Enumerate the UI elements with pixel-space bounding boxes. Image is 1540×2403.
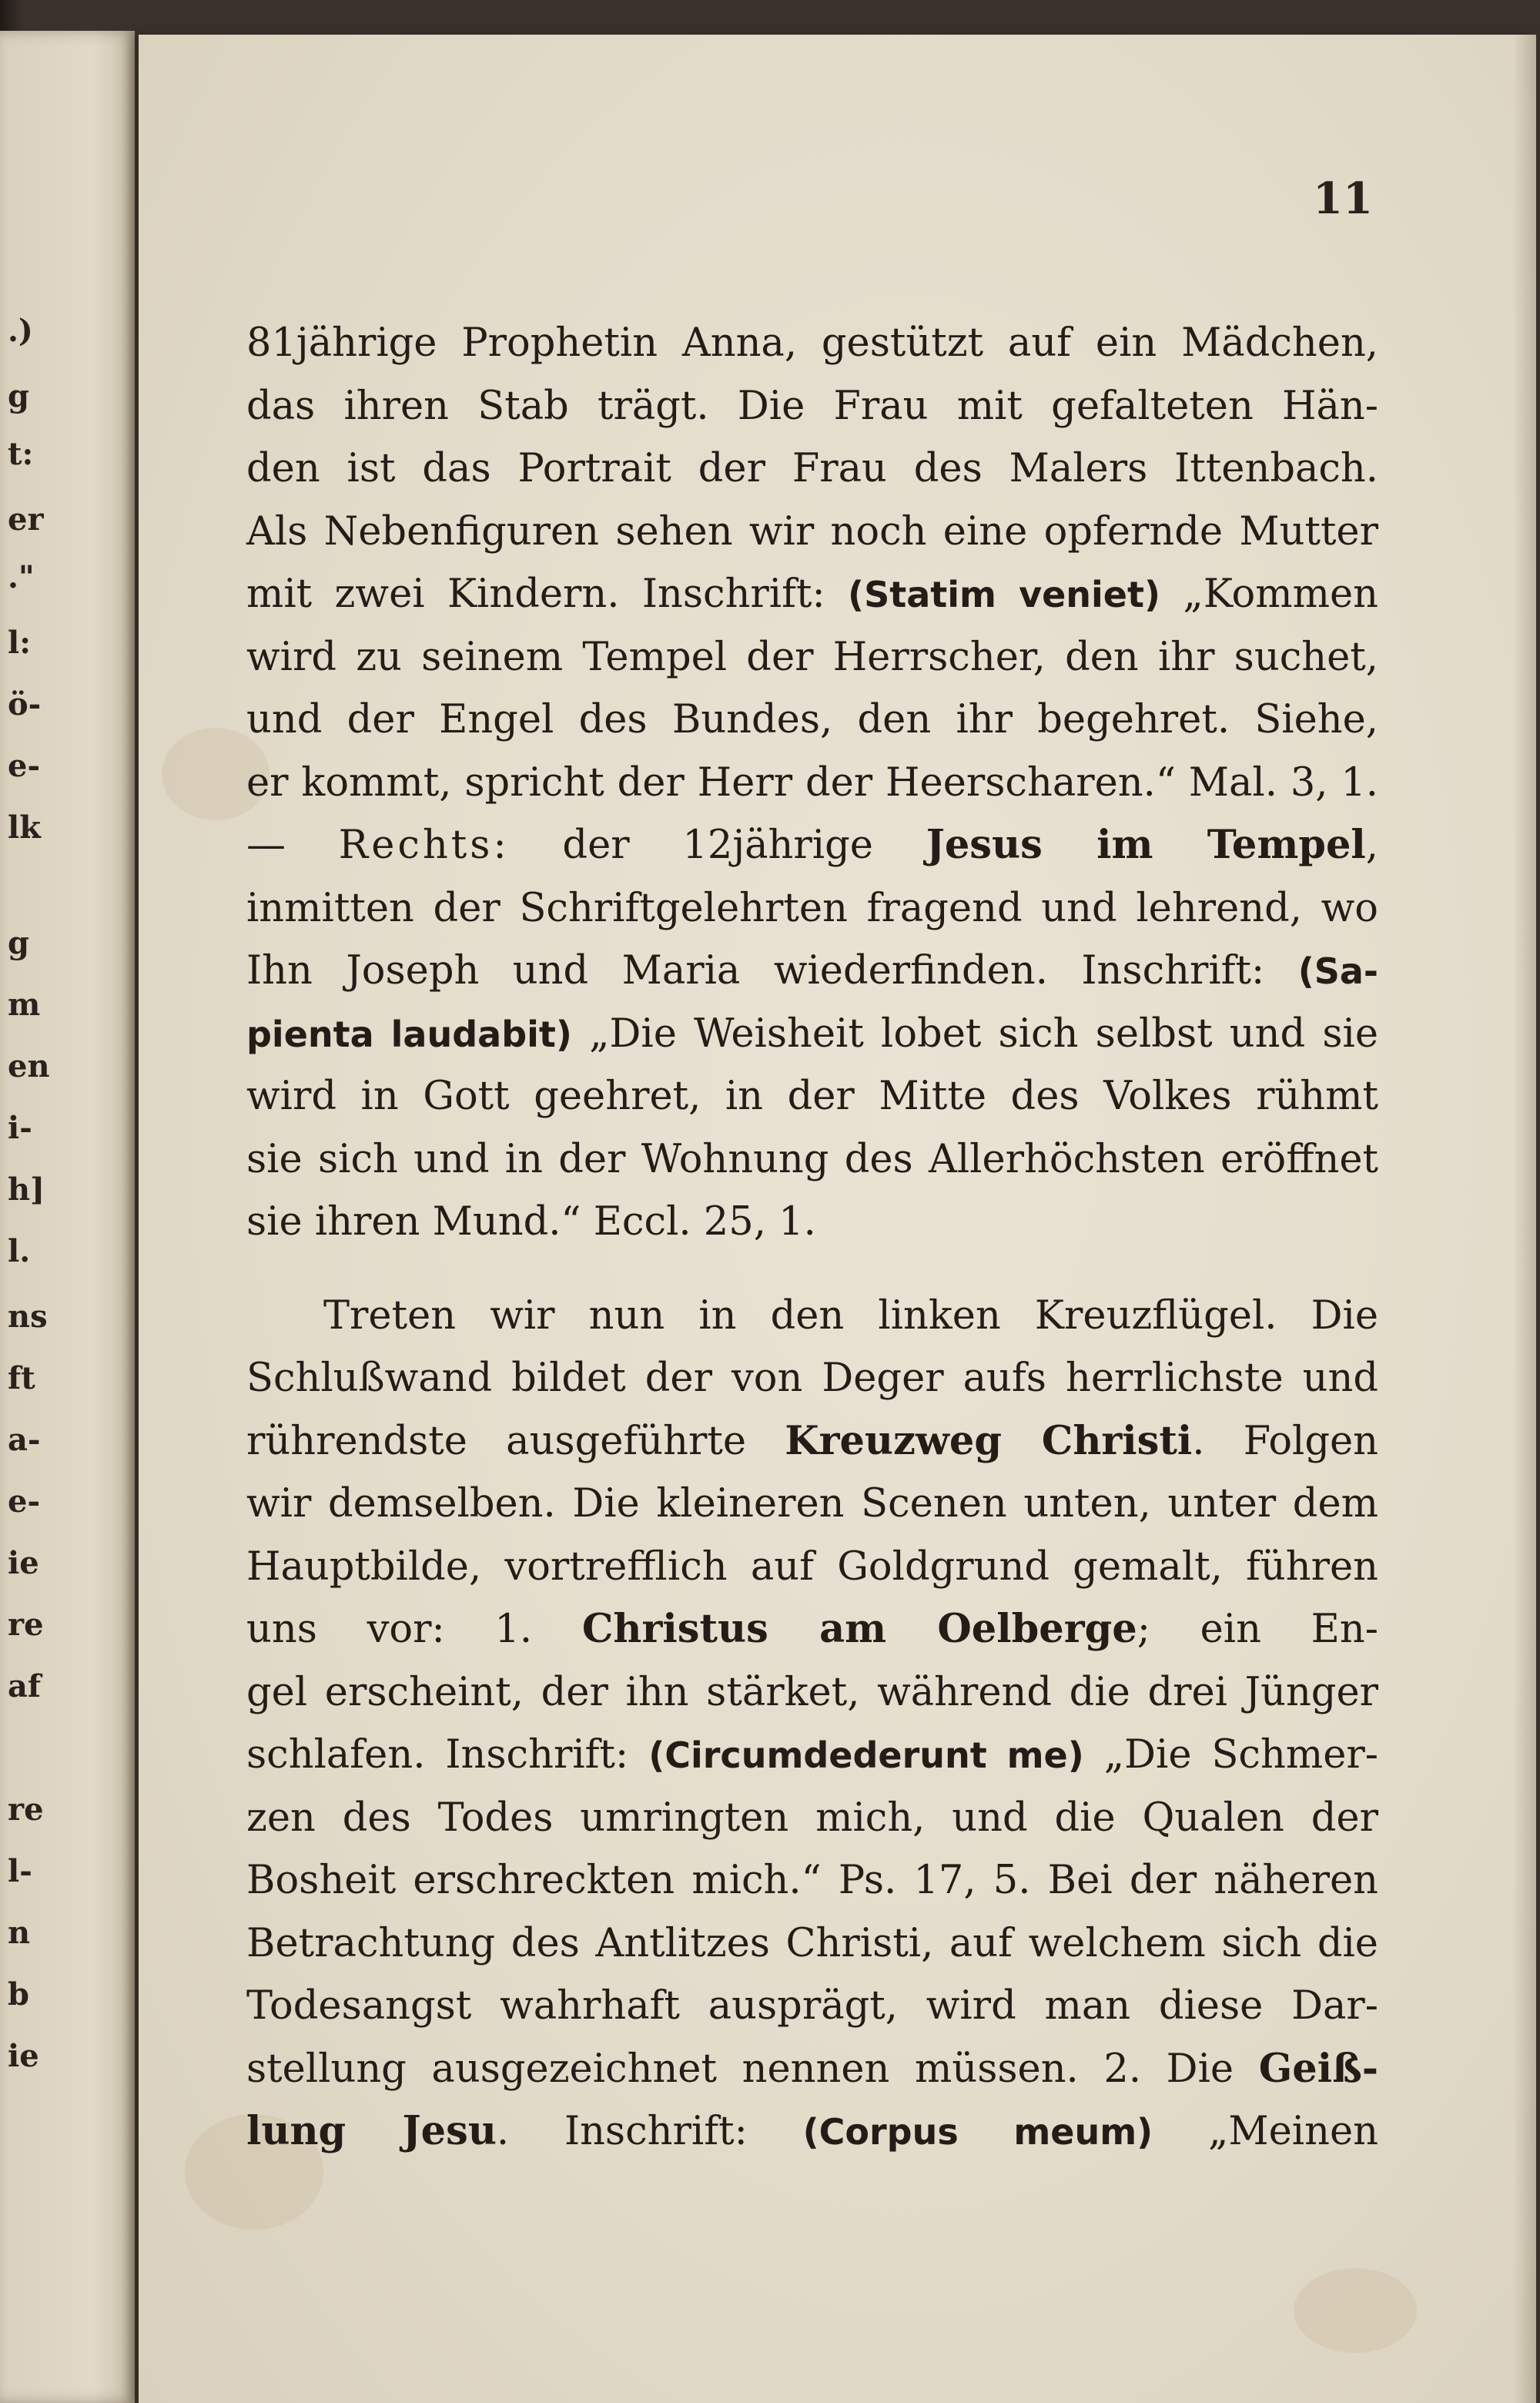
- prev-page-fragment: a-: [8, 1422, 41, 1458]
- prev-page-fragment: l-: [8, 1853, 32, 1889]
- text-line: [246, 1975, 1378, 2038]
- text-line: [246, 689, 1378, 752]
- prev-page-fragment: .": [8, 559, 35, 595]
- text-run: „Meinen: [1153, 2109, 1378, 2154]
- prev-page-fragment: re: [8, 1791, 44, 1828]
- bold-heading: Kreuzweg Christi: [785, 1417, 1193, 1464]
- prev-page-fragment: t:: [8, 436, 34, 472]
- prev-page-fragment: e-: [8, 1483, 41, 1520]
- text-line: [246, 2100, 1378, 2163]
- latin-inscription: (Statim veniet): [848, 574, 1161, 615]
- text-run: Bosheit erschreckten mich.“ Ps. 17, 5. Bei der näheren: [246, 1858, 1378, 1903]
- prev-page-fragment: h]: [8, 1171, 45, 1208]
- text-run: . Folgen: [1192, 1418, 1379, 1464]
- prev-page-fragment: er: [8, 501, 44, 538]
- prev-page-fragment: g: [8, 378, 29, 414]
- prev-page-fragment: l:: [8, 625, 31, 661]
- text-run: mit zwei Kindern. Inschrift:: [246, 571, 849, 617]
- text-line: [246, 1912, 1378, 1976]
- prev-page-fragment: g: [8, 925, 29, 961]
- text-line: [246, 1285, 1378, 1348]
- text-run: und der Engel des Bundes, den ihr begehret. Siehe,: [246, 697, 1378, 742]
- text-line: [246, 626, 1378, 689]
- paper-stain: [1294, 2268, 1417, 2353]
- latin-inscription: (Circumdederunt me): [648, 1734, 1084, 1776]
- prev-page-fragment: n: [8, 1915, 31, 1951]
- prev-page-fragment: ie: [8, 2038, 39, 2074]
- text-run: sie ihren Mund.“ Eccl. 25, 1.: [246, 1199, 816, 1245]
- text-run: wird in Gott geehret, in der Mitte des Volkes rühmt: [246, 1074, 1378, 1119]
- page-number: 11: [1313, 173, 1373, 224]
- text-line: [246, 877, 1378, 940]
- bold-heading: Geiß-: [1258, 2045, 1378, 2092]
- bold-heading: lung Jesu: [246, 2108, 497, 2154]
- text-line: [246, 1473, 1378, 1536]
- text-run: „Die Schmer-: [1083, 1732, 1378, 1778]
- latin-inscription: pienta laudabit): [246, 1013, 572, 1055]
- text-run: Schlußwand bildet der von Deger aufs herrlichste und: [246, 1356, 1378, 1401]
- text-run: sie sich und in der Wohnung des Allerhöchsten eröffnet: [246, 1136, 1378, 1182]
- text-line: [246, 2038, 1378, 2101]
- text-run: das ihren Stab trägt. Die Frau mit gefalteten Hän-: [246, 383, 1378, 429]
- text-run: Todesangst wahrhaft ausprägt, wird man diese Dar-: [246, 1983, 1378, 2029]
- text-line: [246, 437, 1378, 501]
- prev-page-fragment: en: [8, 1048, 50, 1084]
- text-run: Betrachtung des Antlitzes Christi, auf welchem sich die: [246, 1920, 1378, 1966]
- text-run: er kommt, spricht der Herr der Heerscharen.“ Mal. 3, 1.: [246, 759, 1378, 806]
- text-run: „Kommen: [1160, 571, 1378, 617]
- text-line: [246, 940, 1378, 1003]
- text-run: wir demselben. Die kleineren Scenen unten, unter dem: [246, 1481, 1378, 1527]
- book-page: [139, 35, 1536, 2403]
- text-line: [246, 1724, 1378, 1787]
- prev-page-fragment: lk: [8, 809, 41, 846]
- text-line: [246, 1347, 1378, 1410]
- text-line: [246, 1003, 1378, 1066]
- prev-page-fragment: ft: [8, 1360, 35, 1396]
- text-line: [246, 752, 1378, 815]
- prev-page-fragment: ie: [8, 1545, 39, 1581]
- text-line: [246, 814, 1378, 877]
- text-run: rührendste ausgeführte: [246, 1418, 785, 1464]
- text-line: [246, 1849, 1378, 1912]
- text-line: [246, 1598, 1378, 1661]
- text-line: [246, 375, 1378, 438]
- text-run: Als Nebenfiguren sehen wir noch eine opfernde Mutter: [246, 508, 1378, 555]
- text-run: inmitten der Schriftgelehrten fragend und lehrend, wo: [246, 885, 1378, 931]
- text-run: wird zu seinem Tempel der Herrscher, den ihr suchet,: [246, 634, 1378, 680]
- text-run: stellung ausgezeichnet nennen müssen. 2. Die: [246, 2046, 1259, 2092]
- prev-page-fragment: e-: [8, 748, 41, 784]
- text-line: [246, 1128, 1378, 1191]
- prev-page-fragment: ns: [8, 1299, 48, 1335]
- prev-page-fragment: l.: [8, 1233, 31, 1269]
- bold-heading: Jesus im Tempel: [926, 822, 1366, 868]
- text-run: Ihn Joseph und Maria wiederfinden. Inschrift:: [246, 948, 1298, 994]
- text-run: schlafen. Inschrift:: [246, 1732, 649, 1778]
- previous-page-edge: [0, 31, 135, 2403]
- text-run: —: [246, 823, 339, 868]
- text-line: [246, 1191, 1378, 1254]
- text-run: . Inschrift:: [496, 2109, 803, 2154]
- text-run: 81jährige Prophetin Anna, gestützt auf ein Mädchen,: [246, 320, 1378, 366]
- text-line: [246, 1661, 1378, 1724]
- text-line: [246, 312, 1378, 375]
- prev-page-fragment: .): [8, 313, 33, 349]
- text-run: „Die Weisheit lobet sich selbst und sie: [571, 1010, 1378, 1057]
- prev-page-fragment: ö-: [8, 686, 42, 722]
- latin-inscription: (Corpus meum): [802, 2111, 1153, 2153]
- text-run: ; ein En-: [1137, 1607, 1378, 1652]
- text-run: gel erscheint, der ihn stärket, während die drei Jünger: [246, 1669, 1378, 1715]
- paragraph-gap: [246, 1254, 1378, 1285]
- latin-inscription: (Sa-: [1297, 950, 1378, 992]
- prev-page-fragment: af: [8, 1668, 42, 1704]
- text-run: zen des Todes umringten mich, und die Qualen der: [246, 1795, 1378, 1841]
- text-line: [246, 1536, 1378, 1599]
- text-run: uns vor: 1.: [246, 1607, 582, 1652]
- prev-page-fragment: re: [8, 1607, 44, 1643]
- text-line: [246, 1410, 1378, 1473]
- text-run: der 12jährige: [509, 823, 926, 868]
- text-run: Hauptbilde, vortrefflich auf Goldgrund gemalt, führen: [246, 1543, 1378, 1590]
- text-line: [246, 563, 1378, 626]
- spaced-text: Rechts:: [338, 823, 510, 868]
- text-run: Treten wir nun in den linken Kreuzflügel. Die: [323, 1292, 1378, 1339]
- text-line: [246, 501, 1378, 564]
- prev-page-fragment: b: [8, 1976, 29, 2013]
- text-line: [246, 1065, 1378, 1128]
- prev-page-fragment: i-: [8, 1110, 32, 1146]
- text-run: den ist das Portrait der Frau des Malers Ittenbach.: [246, 446, 1378, 491]
- prev-page-fragment: m: [8, 987, 41, 1023]
- body-text: [246, 312, 1378, 2163]
- bold-heading: Christus am Oelberge: [581, 1606, 1137, 1652]
- text-line: [246, 1787, 1378, 1850]
- text-run: ,: [1365, 823, 1378, 868]
